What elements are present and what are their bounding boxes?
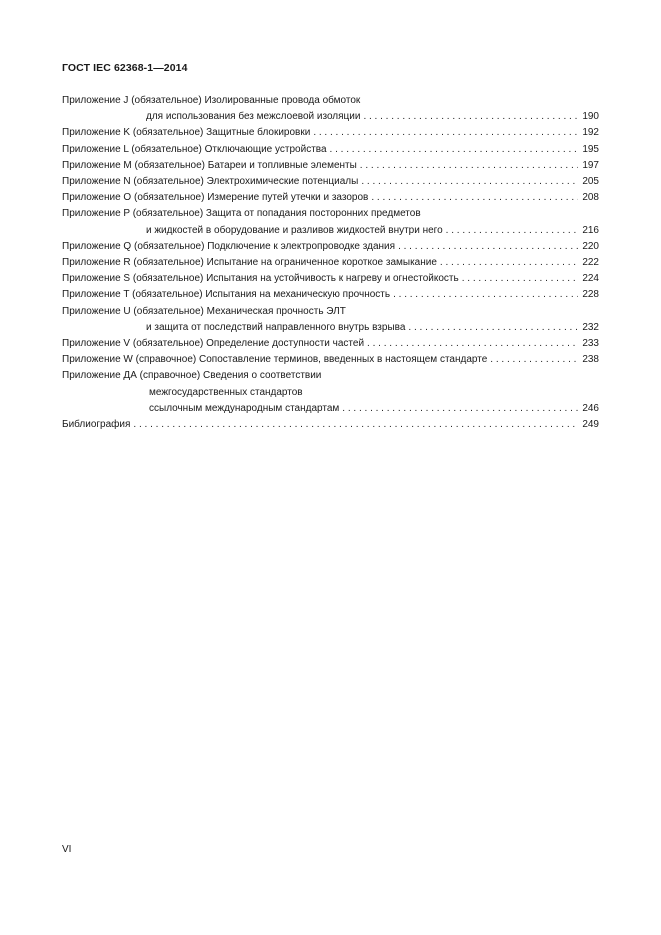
toc-entry-title: Приложение K (обязательное) Защитные блокировки xyxy=(62,127,311,139)
dot-leader xyxy=(446,223,578,239)
dot-leader xyxy=(393,287,578,303)
toc-page-number: 224 xyxy=(582,273,599,285)
toc-entry-title-continued: и жидкостей в оборудование и разливов жидкостей внутри него xyxy=(146,224,443,236)
toc-entry-appendix-da[interactable] xyxy=(62,368,599,417)
toc-entry-title: Приложение M (обязательное) Батареи и топливные элементы xyxy=(62,159,357,171)
toc-page-number: 195 xyxy=(582,143,599,155)
dot-leader xyxy=(363,109,578,125)
toc-page-number: 246 xyxy=(582,402,599,414)
dot-leader xyxy=(462,271,578,287)
toc-entry-title: Приложение Q (обязательное) Подключение к электропроводке здания xyxy=(62,240,396,252)
toc-page-number: 220 xyxy=(582,240,599,252)
toc-entry-appendix-m[interactable] xyxy=(62,158,599,174)
toc-page-number: 208 xyxy=(582,192,599,204)
toc-entry-title: Приложение ДА (справочное) Сведения о соответствии xyxy=(62,370,322,382)
dot-leader xyxy=(408,320,578,336)
toc-entry-appendix-o[interactable] xyxy=(62,190,599,206)
page-number: VI xyxy=(62,844,72,855)
dot-leader xyxy=(371,190,578,206)
toc-entry-title: Приложение T (обязательное) Испытания на механическую прочность xyxy=(62,289,391,301)
toc-entry-title: Приложение N (обязательное) Электрохимические потенциалы xyxy=(62,176,359,188)
toc-entry-title: Приложение W (справочное) Сопоставление терминов, введенных в настоящем стандарте xyxy=(62,354,488,366)
toc-entry-appendix-s[interactable] xyxy=(62,271,599,287)
toc-entry-appendix-p[interactable] xyxy=(62,206,599,238)
toc-page-number: 249 xyxy=(582,419,599,431)
toc-page-number: 205 xyxy=(582,176,599,188)
dot-leader xyxy=(367,336,578,352)
toc-page-number: 216 xyxy=(582,224,599,236)
toc-page-number: 232 xyxy=(582,321,599,333)
toc-page-number: 192 xyxy=(582,127,599,139)
toc-page-number: 238 xyxy=(582,354,599,366)
toc-entry-appendix-v[interactable] xyxy=(62,336,599,352)
dot-leader xyxy=(361,174,578,190)
toc-entry-title-continued: межгосударственных стандартов xyxy=(149,386,303,398)
toc-entry-title: Приложение U (обязательное) Механическая прочность ЭЛТ xyxy=(62,305,346,317)
toc-entry-appendix-l[interactable] xyxy=(62,142,599,158)
toc-entry-appendix-r[interactable] xyxy=(62,255,599,271)
toc-entry-appendix-k[interactable] xyxy=(62,125,599,141)
dot-leader xyxy=(342,401,578,417)
dot-leader xyxy=(313,125,578,141)
toc-page-number: 190 xyxy=(582,111,599,123)
toc-page-number: 233 xyxy=(582,338,599,350)
toc-entry-title-continued: и защита от последствий направленного внутрь взрыва xyxy=(146,321,406,333)
toc-entry-appendix-q[interactable] xyxy=(62,239,599,255)
toc-entry-title: Приложение P (обязательное) Защита от попадания посторонних предметов xyxy=(62,208,421,220)
toc-entry-appendix-u[interactable] xyxy=(62,304,599,336)
dot-leader xyxy=(440,255,578,271)
document-header: ГОСТ IEC 62368-1—2014 xyxy=(62,62,188,74)
dot-leader xyxy=(398,239,578,255)
dot-leader xyxy=(490,352,578,368)
toc-page-number: 197 xyxy=(582,159,599,171)
toc-page-number: 228 xyxy=(582,289,599,301)
toc-page-number: 222 xyxy=(582,257,599,269)
toc-entry-title: Приложение J (обязательное) Изолированные провода обмоток xyxy=(62,95,361,106)
dot-leader xyxy=(133,417,578,433)
toc-entry-title: Приложение V (обязательное) Определение доступности частей xyxy=(62,338,365,350)
toc-entry-title: Приложение S (обязательное) Испытания на устойчивость к нагреву и огнестойкость xyxy=(62,273,459,285)
table-of-contents xyxy=(62,93,599,433)
toc-entry-title-continued: для использования без межслоевой изоляции xyxy=(146,111,361,123)
toc-entry-bibliography[interactable] xyxy=(62,417,599,433)
toc-entry-title: Приложение L (обязательное) Отключающие устройства xyxy=(62,143,327,155)
toc-entry-appendix-n[interactable] xyxy=(62,174,599,190)
toc-entry-appendix-j[interactable] xyxy=(62,93,599,125)
toc-entry-title-continued: ссылочным международным стандартам xyxy=(149,402,340,414)
toc-entry-title: Приложение O (обязательное) Измерение путей утечки и зазоров xyxy=(62,192,369,204)
dot-leader xyxy=(330,142,578,158)
toc-entry-title: Библиография xyxy=(62,419,131,431)
toc-entry-appendix-t[interactable] xyxy=(62,287,599,303)
dot-leader xyxy=(360,158,578,174)
toc-entry-appendix-w[interactable] xyxy=(62,352,599,368)
toc-entry-title: Приложение R (обязательное) Испытание на ограниченное короткое замыкание xyxy=(62,257,437,269)
